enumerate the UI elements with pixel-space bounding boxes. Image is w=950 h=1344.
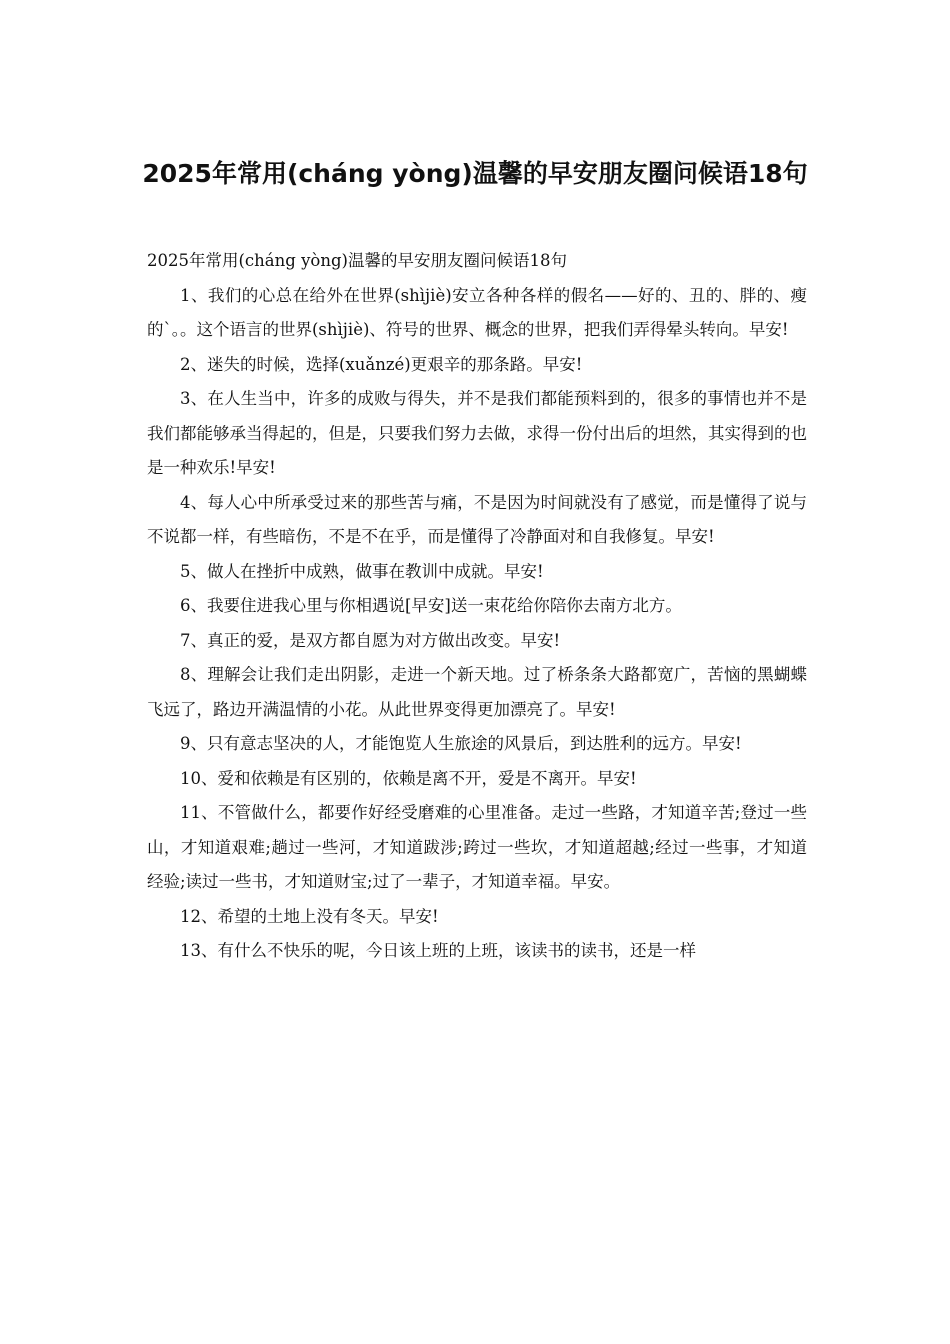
paragraph: 3、在人生当中，许多的成败与得失，并不是我们都能预料到的，很多的事情也并不是我们都能够承当得起的，但是，只要我们努力去做，求得一份付出后的坦然，其实得到的也是一种欢乐!早安! <box>147 389 807 477</box>
paragraph: 2、迷失的时候，选择(xuǎnzé)更艰辛的那条路。早安! <box>180 354 583 374</box>
paragraph: 11、不管做什么，都要作好经受磨难的心里准备。走过一些路，才知道辛苦;登过一些山，才知道艰难;趟过一些河，才知道跋涉;跨过一些坎，才知道超越;经过一些事，才知道经验;读过一些书，才知道财宝;过了一辈子，才知道幸福。早安。 <box>147 803 807 891</box>
paragraph: 1、我们的心总在给外在世界(shìjiè)安立各种各样的假名——好的、丑的、胖的、瘦的`。。这个语言的世界(shìjiè)、符号的世界、概念的世界，把我们弄得晕头转向。早安! <box>147 285 807 339</box>
paragraph: 6、我要住进我心里与你相遇说[早安]送一束花给你陪你去南方北方。 <box>180 596 682 615</box>
paragraph: 8、理解会让我们走出阴影，走进一个新天地。过了桥条条大路都宽广，苦恼的黑蝴蝶飞远了，路边开满温情的小花。从此世界变得更加漂亮了。早安! <box>147 665 807 719</box>
paragraph: 10、爱和依赖是有区别的，依赖是离不开，爱是不离开。早安! <box>180 768 637 788</box>
paragraph: 7、真正的爱，是双方都自愿为对方做出改变。早安! <box>180 630 561 650</box>
paragraph: 13、有什么不快乐的呢，今日该上班的上班，该读书的读书，还是一样 <box>180 941 696 960</box>
paragraph: 5、做人在挫折中成熟，做事在教训中成就。早安! <box>180 561 544 581</box>
document-subtitle: 2025年常用(cháng yòng)温馨的早安朋友圈问候语18句 <box>147 251 567 270</box>
paragraph: 12、希望的土地上没有冬天。早安! <box>180 906 439 926</box>
paragraph: 9、只有意志坚决的人，才能饱览人生旅途的风景后，到达胜利的远方。早安! <box>180 734 742 753</box>
document-title: 2025年常用(cháng yòng)温馨的早安朋友圈问候语18句 <box>142 159 808 188</box>
document-body <box>147 244 807 969</box>
paragraph: 4、每人心中所承受过来的那些苦与痛，不是因为时间就没有了感觉，而是懂得了说与不说都一样，有些暗伤，不是不在乎，而是懂得了冷静面对和自我修复。早安! <box>147 492 807 546</box>
